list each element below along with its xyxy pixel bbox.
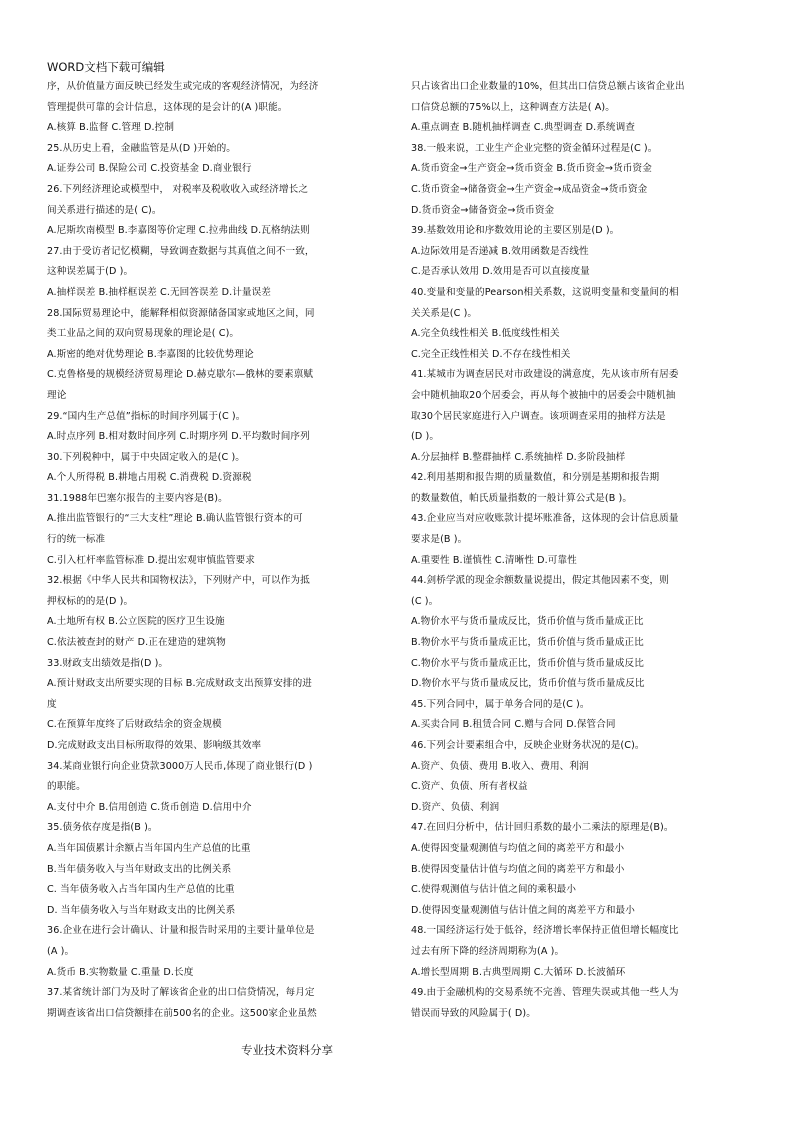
text-line: A.资产、负债、费用 B.收入、费用、利润: [411, 760, 589, 772]
text-line: A.边际效用是否递减 B.效用函数是否线性: [411, 245, 589, 257]
text-line: B.物价水平与货币量成正比，货币价值与货币量成正比: [411, 637, 644, 649]
text-line: 33.财政支出绩效是指(D )。: [47, 657, 169, 669]
text-line: C.依法被查封的财产 D.正在建造的建筑物: [47, 637, 226, 649]
text-line: D.货币资金→储备资金→货币资金: [411, 204, 555, 216]
text-line: 38.一般来说，工业生产企业完整的资金循环过程是(C )。: [411, 142, 658, 154]
text-line: A.重点调查 B.随机抽样调查 C.典型调查 D.系统调查: [411, 122, 635, 134]
text-line: 关关系是(C )。: [411, 307, 478, 319]
text-line: A.个人所得税 B.耕地占用税 C.消费税 D.资源税: [47, 472, 252, 484]
text-line: A.土地所有权 B.公立医院的医疗卫生设施: [47, 616, 225, 628]
document-footer: 专业技术资料分享: [241, 1043, 333, 1057]
text-line: C.使得观测值与估计值之间的乘积最小: [411, 884, 577, 896]
text-line: 44.剑桥学派的现金余额数量说提出，假定其他因素不变，则: [411, 575, 669, 587]
text-line: 30.下列税种中，属于中央固定收入的是(C )。: [47, 451, 245, 463]
text-line: 46.下列会计要素组合中，反映企业财务状况的是(C)。: [411, 740, 645, 751]
text-line: 37.某省统计部门为及时了解该省企业的出口信贷情况，每月定: [47, 987, 315, 999]
text-line: B.使得因变量估计值与均值之间的离差平方和最小: [411, 863, 625, 875]
text-line: 40.变量和变量的Pearson相关系数，这说明变量和变量间的相: [411, 286, 679, 298]
right-column: [411, 77, 751, 1024]
text-line: 28.国际贸易理论中，能解释相似资源储备国家或地区之间，同: [47, 307, 315, 319]
text-line: (A )。: [47, 945, 75, 957]
text-line: D. 当年债务收入与当年财政支出的比例关系: [47, 904, 236, 916]
text-line: (D )。: [411, 431, 440, 443]
text-line: A.支付中介 B.信用创造 C.货币创造 D.信用中介: [47, 801, 252, 813]
text-line: 41.某城市为调查居民对市政建设的满意度，先从该市所有居委: [411, 369, 679, 381]
text-line: C.是否承认效用 D.效用是否可以直接度量: [411, 266, 590, 278]
text-line: D.使得因变量观测值与估计值之间的离差平方和最小: [411, 904, 635, 916]
text-line: 32.根据《中华人民共和国物权法》，下列财产中，可以作为抵: [47, 575, 310, 587]
document-header: WORD文档下载可编辑: [47, 60, 165, 74]
text-line: 度: [47, 698, 57, 710]
text-line: 49.由于金融机构的交易系统不完善、管理失误或其他一些人为: [411, 987, 679, 999]
text-line: 口信贷总额的75%以上，这种调查方法是( A)。: [411, 101, 615, 113]
text-line: 29.“国内生产总值”指标的时间序列属于(C )。: [47, 410, 246, 422]
text-line: 的职能。: [47, 781, 86, 793]
text-line: 47.在回归分析中，估计回归系数的最小二乘法的原理是(B)。: [411, 822, 674, 834]
text-line: A.时点序列 B.相对数时间序列 C.时期序列 D.平均数时间序列: [47, 431, 310, 443]
text-line: A.货币 B.实物数量 C.重量 D.长度: [47, 966, 194, 978]
text-line: 取30个居民家庭进行入户调查。该项调查采用的抽样方法是: [411, 410, 666, 422]
text-line: D.资产、负债、利润: [411, 801, 500, 813]
text-line: 45.下列合同中，属于单务合同的是(C )。: [411, 698, 590, 710]
text-line: C.在预算年度终了后财政结余的资金规模: [47, 719, 222, 731]
text-line: A.物价水平与货币量成反比，货币价值与货币量成正比: [411, 616, 644, 628]
text-line: 理论: [47, 389, 67, 401]
text-line: 押权标的的是(D )。: [47, 595, 134, 607]
text-line: A.增长型周期 B.古典型周期 C.大循环 D.长波循环: [411, 966, 626, 978]
text-line: A.分层抽样 B.整群抽样 C.系统抽样 D.多阶段抽样: [411, 451, 626, 463]
text-line: 42.利用基期和报告期的质量数值，和分别是基期和报告期: [411, 472, 660, 484]
text-line: 26.下列经济理论或模型中， 对税率及税收收入或经济增长之: [47, 183, 309, 195]
text-line: 43.企业应当对应收账款计提坏账准备，这体现的会计信息质量: [411, 513, 679, 525]
text-line: 的数量数值，帕氏质量指数的一般计算公式是(B )。: [411, 492, 633, 504]
text-line: A.证券公司 B.保险公司 C.投资基金 D.商业银行: [47, 163, 252, 175]
text-line: 27.由于受访者记忆模糊，导致调查数据与其真值之间不一致，: [47, 245, 315, 257]
text-line: 行的统一标准: [47, 534, 106, 546]
text-line: 这种误差属于(D )。: [47, 266, 134, 278]
text-line: 要求是(B )。: [411, 534, 468, 546]
text-line: C.完全正线性相关 D.不存在线性相关: [411, 348, 571, 360]
text-line: 类工业品之间的双向贸易现象的理论是( C)。: [47, 328, 240, 340]
text-line: 34.某商业银行向企业贷款3000万人民币,体现了商业银行(D ): [47, 760, 313, 772]
text-line: 序，从价值量方面反映已经发生或完成的客观经济情况，为经济: [47, 81, 319, 92]
text-line: B.当年债务收入与当年财政支出的比例关系: [47, 863, 232, 875]
text-line: D.物价水平与货币量成反比，货币价值与货币量成反比: [411, 678, 645, 690]
text-line: 会中随机抽取20个居委会，再从每个被抽中的居委会中随机抽: [411, 389, 676, 401]
text-line: D.完成财政支出目标所取得的效果、影响级其效率: [47, 740, 262, 751]
text-line: 25.从历史上看，金融监管是从(D )开始的。: [47, 142, 236, 154]
text-line: 48.一国经济运行处于低谷，经济增长率保持正值但增长幅度比: [411, 925, 679, 937]
text-line: 31.1988年巴塞尔报告的主要内容是(B)。: [47, 492, 228, 504]
text-line: C.物价水平与货币量成正比，货币价值与货币量成反比: [411, 657, 644, 669]
text-line: 错误而导致的风险属于( D)。: [411, 1007, 536, 1019]
text-line: C.克鲁格曼的规模经济贸易理论 D.赫克歇尔—俄林的要素禀赋: [47, 369, 314, 381]
text-line: 管理提供可靠的会计信息，这体现的是会计的(A )职能。: [47, 101, 288, 113]
text-line: 过去有所下降的经济周期称为(A )。: [411, 945, 565, 957]
text-line: A.完全负线性相关 B.低度线性相关: [411, 328, 560, 340]
text-line: A.尼斯坎南模型 B.李嘉图等价定理 C.拉弗曲线 D.瓦格纳法则: [47, 225, 310, 237]
text-line: C.货币资金→储备资金→生产资金→成品资金→货币资金: [411, 183, 648, 195]
text-line: 36.企业在进行会计确认、计量和报告时采用的主要计量单位是: [47, 925, 315, 937]
text-line: (C )。: [411, 595, 439, 607]
text-line: A.斯密的绝对优势理论 B.李嘉图的比较优势理论: [47, 348, 254, 360]
text-line: C.资产、负债、所有者权益: [411, 781, 528, 793]
text-line: A.使得因变量观测值与均值之间的离差平方和最小: [411, 842, 625, 854]
text-line: C. 当年债务收入占当年国内生产总值的比重: [47, 884, 235, 896]
text-line: A.买卖合同 B.租赁合同 C.赠与合同 D.保管合同: [411, 719, 616, 731]
text-line: A.预计财政支出所要实现的目标 B.完成财政支出预算安排的进: [47, 678, 312, 690]
text-line: A.货币资金→生产资金→货币资金 B.货币资金→货币资金: [411, 163, 652, 175]
text-line: C.引入杠杆率监管标准 D.提出宏观审慎监管要求: [47, 554, 255, 566]
text-line: A.核算 B.监督 C.管理 D.控制: [47, 122, 175, 134]
text-line: 只占该省出口企业数量的10%，但其出口信贷总额占该省企业出: [411, 81, 685, 92]
text-line: 35.债务依存度是指(B )。: [47, 822, 158, 834]
text-line: A.重要性 B.谨慎性 C.清晰性 D.可靠性: [411, 554, 577, 566]
text-line: A.当年国债累计余额占当年国内生产总值的比重: [47, 842, 251, 854]
text-line: A.抽样误差 B.抽样框误差 C.无回答误差 D.计量误差: [47, 286, 271, 298]
text-line: 期调查该省出口信贷额排在前500名的企业。这500家企业虽然: [47, 1007, 317, 1019]
left-column: [47, 77, 387, 1024]
text-line: A.推出监管银行的“三大支柱”理论 B.确认监管银行资本的可: [47, 513, 303, 525]
text-line: 间关系进行描述的是( C)。: [47, 204, 162, 216]
text-line: 39.基数效用论和序数效用论的主要区别是(D )。: [411, 225, 620, 237]
